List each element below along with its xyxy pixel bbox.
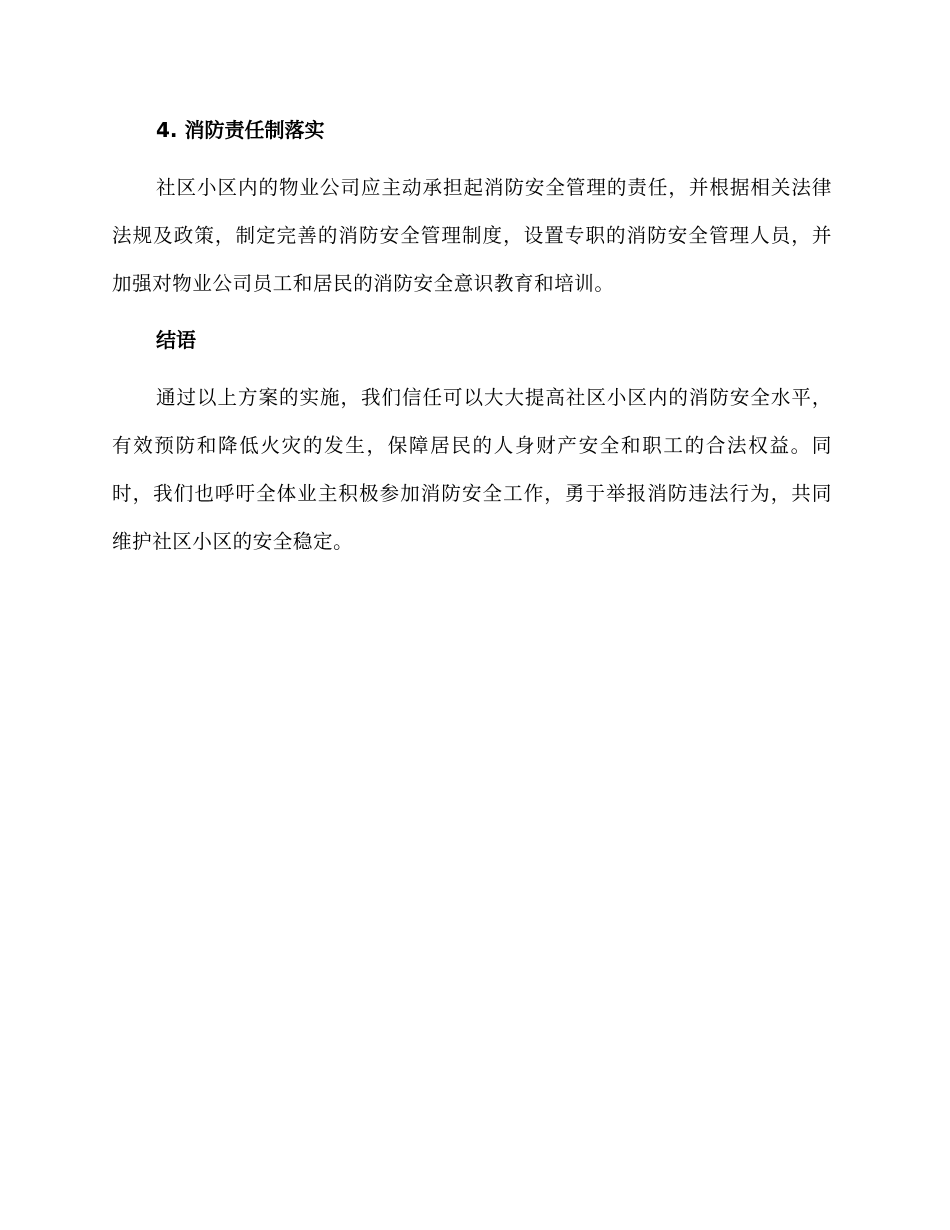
- section-paragraph-fire-responsibility: 社区小区内的物业公司应主动承担起消防安全管理的责任，并根据相关法律法规及政策，制定完善的消防安全管理制度，设置专职的消防安全管理人员，并加强对物业公司员工和居民的消防安全意识教育和培训。: [112, 176, 832, 295]
- section-heading-fire-responsibility: 4. 消防责任制落实: [156, 118, 325, 142]
- document-body: [112, 108, 832, 566]
- section-paragraph-conclusion: 通过以上方案的实施，我们信任可以大大提高社区小区内的消防安全水平，有效预防和降低火灾的发生，保障居民的人身财产安全和职工的合法权益。同时，我们也呼吁全体业主积极参加消防安全工作，勇于举报消防违法行为，共同维护社区小区的安全稳定。: [112, 386, 832, 553]
- section-heading-conclusion: 结语: [156, 328, 196, 352]
